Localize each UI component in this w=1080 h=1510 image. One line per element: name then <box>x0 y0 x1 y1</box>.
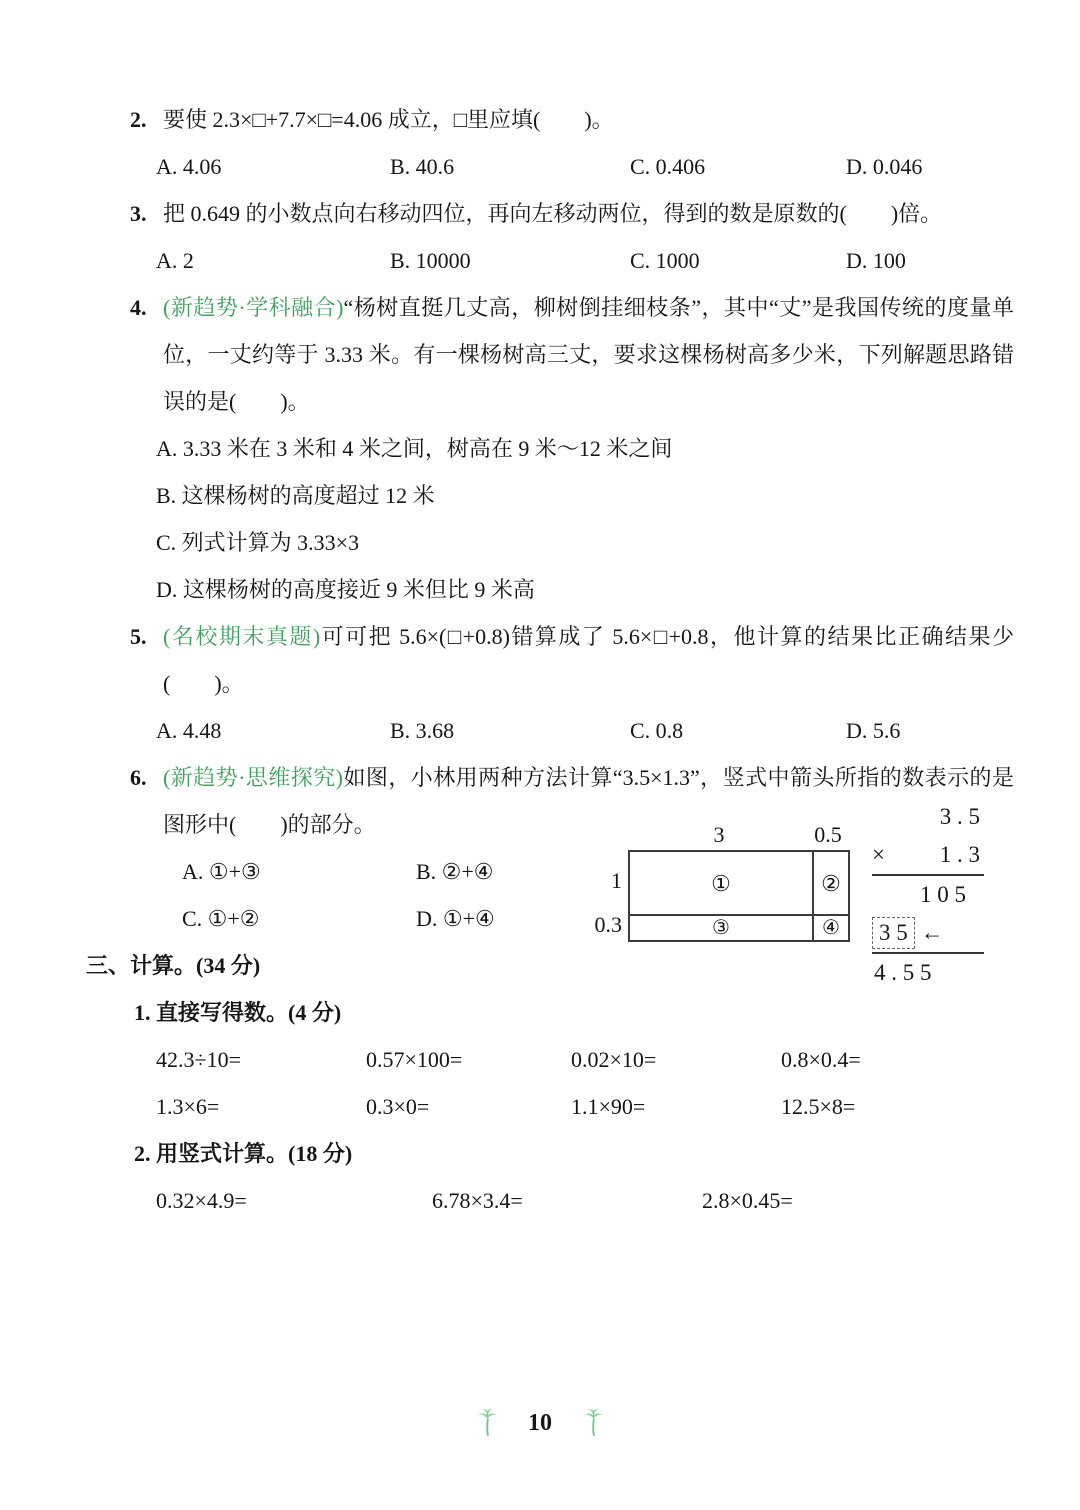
mental-math-row-1 <box>130 1036 1014 1083</box>
column-method-row <box>130 1177 1014 1224</box>
question-3-number: 3. <box>130 201 147 226</box>
vcalc-multiplier: 1 . 3 <box>939 842 980 867</box>
diagram-body <box>586 850 866 942</box>
diagram-cell-1: ① <box>711 870 731 896</box>
palm-tree-icon <box>476 1408 498 1438</box>
diagram-label-1: 1 <box>611 868 622 893</box>
palm-tree-icon <box>582 1408 604 1438</box>
vcalc-product: 4 . 5 5 <box>874 960 932 985</box>
option: B. 40.6 <box>390 154 455 179</box>
option: D. 5.6 <box>846 718 901 743</box>
area-model-diagram <box>586 822 866 942</box>
question-5-number: 5. <box>130 624 147 649</box>
diagram-label-3: 3 <box>713 822 725 847</box>
diagram-top-labels <box>628 822 866 848</box>
diagram-label-0-3: 0.3 <box>594 912 622 937</box>
question-5 <box>130 613 1014 707</box>
question-2 <box>130 96 1014 143</box>
vcalc-partial-1: 1 0 5 <box>920 882 966 907</box>
diagram-cell-2: ② <box>812 852 848 914</box>
section-3-title: 三、计算。(34 分) <box>86 953 261 978</box>
option: A. 4.48 <box>156 718 222 743</box>
option: C. 0.8 <box>630 718 684 743</box>
question-4-options <box>130 425 1014 613</box>
multiplication-sign: × <box>872 842 885 867</box>
question-4-tag: (新趋势·学科融合) <box>163 295 344 320</box>
page-footer <box>0 1408 1080 1438</box>
option: A. ①+③ <box>182 859 261 884</box>
math-expression: 6.78×3.4= <box>432 1188 523 1213</box>
question-2-number: 2. <box>130 107 147 132</box>
vcalc-multiplicand: 3 . 5 <box>939 804 980 829</box>
page-content <box>86 96 1015 1224</box>
diagram-label-0-5: 0.5 <box>814 822 842 847</box>
vcalc-partial-2-row <box>872 914 984 952</box>
question-6-tag: (新趋势·思维探究) <box>163 765 343 790</box>
math-expression: 0.57×100= <box>366 1047 463 1072</box>
option: C. 0.406 <box>630 154 706 179</box>
arrow-left-icon: ← <box>920 920 944 945</box>
math-expression: 12.5×8= <box>781 1094 856 1119</box>
option: B. ②+④ <box>416 859 494 884</box>
math-expression: 0.3×0= <box>366 1094 430 1119</box>
question-6-options <box>156 848 626 942</box>
math-expression: 2.8×0.45= <box>702 1188 793 1213</box>
question-3-options <box>130 237 1014 284</box>
question-5-text: 可可把 5.6×(□+0.8)错算成了 5.6×□+0.8，他计算的结果比正确结果少( )。 <box>163 624 1015 696</box>
question-5-tag: (名校期末真题) <box>163 624 321 649</box>
diagram-rectangle <box>628 850 850 942</box>
section-3-part-2-title: 2. 用竖式计算。(18 分) <box>134 1141 353 1166</box>
diagram-cell-4: ④ <box>812 914 848 940</box>
option: D. ①+④ <box>416 906 495 931</box>
question-3-text: 把 0.649 的小数点向右移动四位，再向左移动两位，得到的数是原数的( )倍。 <box>163 201 943 226</box>
option: A. 2 <box>156 248 194 273</box>
option: C. 列式计算为 3.33×3 <box>156 530 360 555</box>
vcalc-multiplier-row <box>872 836 984 874</box>
question-2-options <box>130 143 1014 190</box>
option: B. 10000 <box>390 248 471 273</box>
math-expression: 42.3÷10= <box>156 1047 241 1072</box>
page-number: 10 <box>528 1409 552 1436</box>
option: A. 3.33 米在 3 米和 4 米之间，树高在 9 米～12 米之间 <box>156 436 673 461</box>
option: B. 3.68 <box>390 718 455 743</box>
math-expression: 1.3×6= <box>156 1094 220 1119</box>
question-4 <box>130 284 1014 425</box>
option: D. 0.046 <box>846 154 923 179</box>
vertical-multiplication <box>872 798 984 992</box>
math-expression: 0.02×10= <box>571 1047 657 1072</box>
option: B. 这棵杨树的高度超过 12 米 <box>156 483 435 508</box>
question-5-options <box>130 707 1014 754</box>
vcalc-partial-2-highlight: 3 5 <box>872 917 915 949</box>
question-4-number: 4. <box>130 295 147 320</box>
diagram-left-labels <box>586 850 622 942</box>
question-3 <box>130 190 1014 237</box>
option: A. 4.06 <box>156 154 222 179</box>
option: D. 这棵杨树的高度接近 9 米但比 9 米高 <box>156 577 535 602</box>
question-2-text: 要使 2.3×□+7.7×□=4.06 成立，□里应填( )。 <box>163 107 614 132</box>
section-3-part-1-title: 1. 直接写得数。(4 分) <box>134 1000 342 1025</box>
question-6-text: 如图，小林用两种方法计算“3.5×1.3”，竖式中箭头所指的数表示的是图形中( )的部分。 <box>163 765 1014 837</box>
math-expression: 0.32×4.9= <box>156 1188 247 1213</box>
math-expression: 1.1×90= <box>571 1094 646 1119</box>
question-4-text: “杨树直挺几丈高，柳树倒挂细枝条”，其中“丈”是我国传统的度量单位，一丈约等于 3.33 米。有一棵杨树高三丈，要求这棵杨树高多少米，下列解题思路错误的是( )。 <box>163 295 1014 414</box>
diagram-cell-3: ③ <box>630 914 812 940</box>
option: D. 100 <box>846 248 906 273</box>
mental-math-row-2 <box>130 1083 1014 1130</box>
math-expression: 0.8×0.4= <box>781 1047 861 1072</box>
option: C. 1000 <box>630 248 700 273</box>
option: C. ①+② <box>182 906 260 931</box>
question-6-number: 6. <box>130 765 147 790</box>
